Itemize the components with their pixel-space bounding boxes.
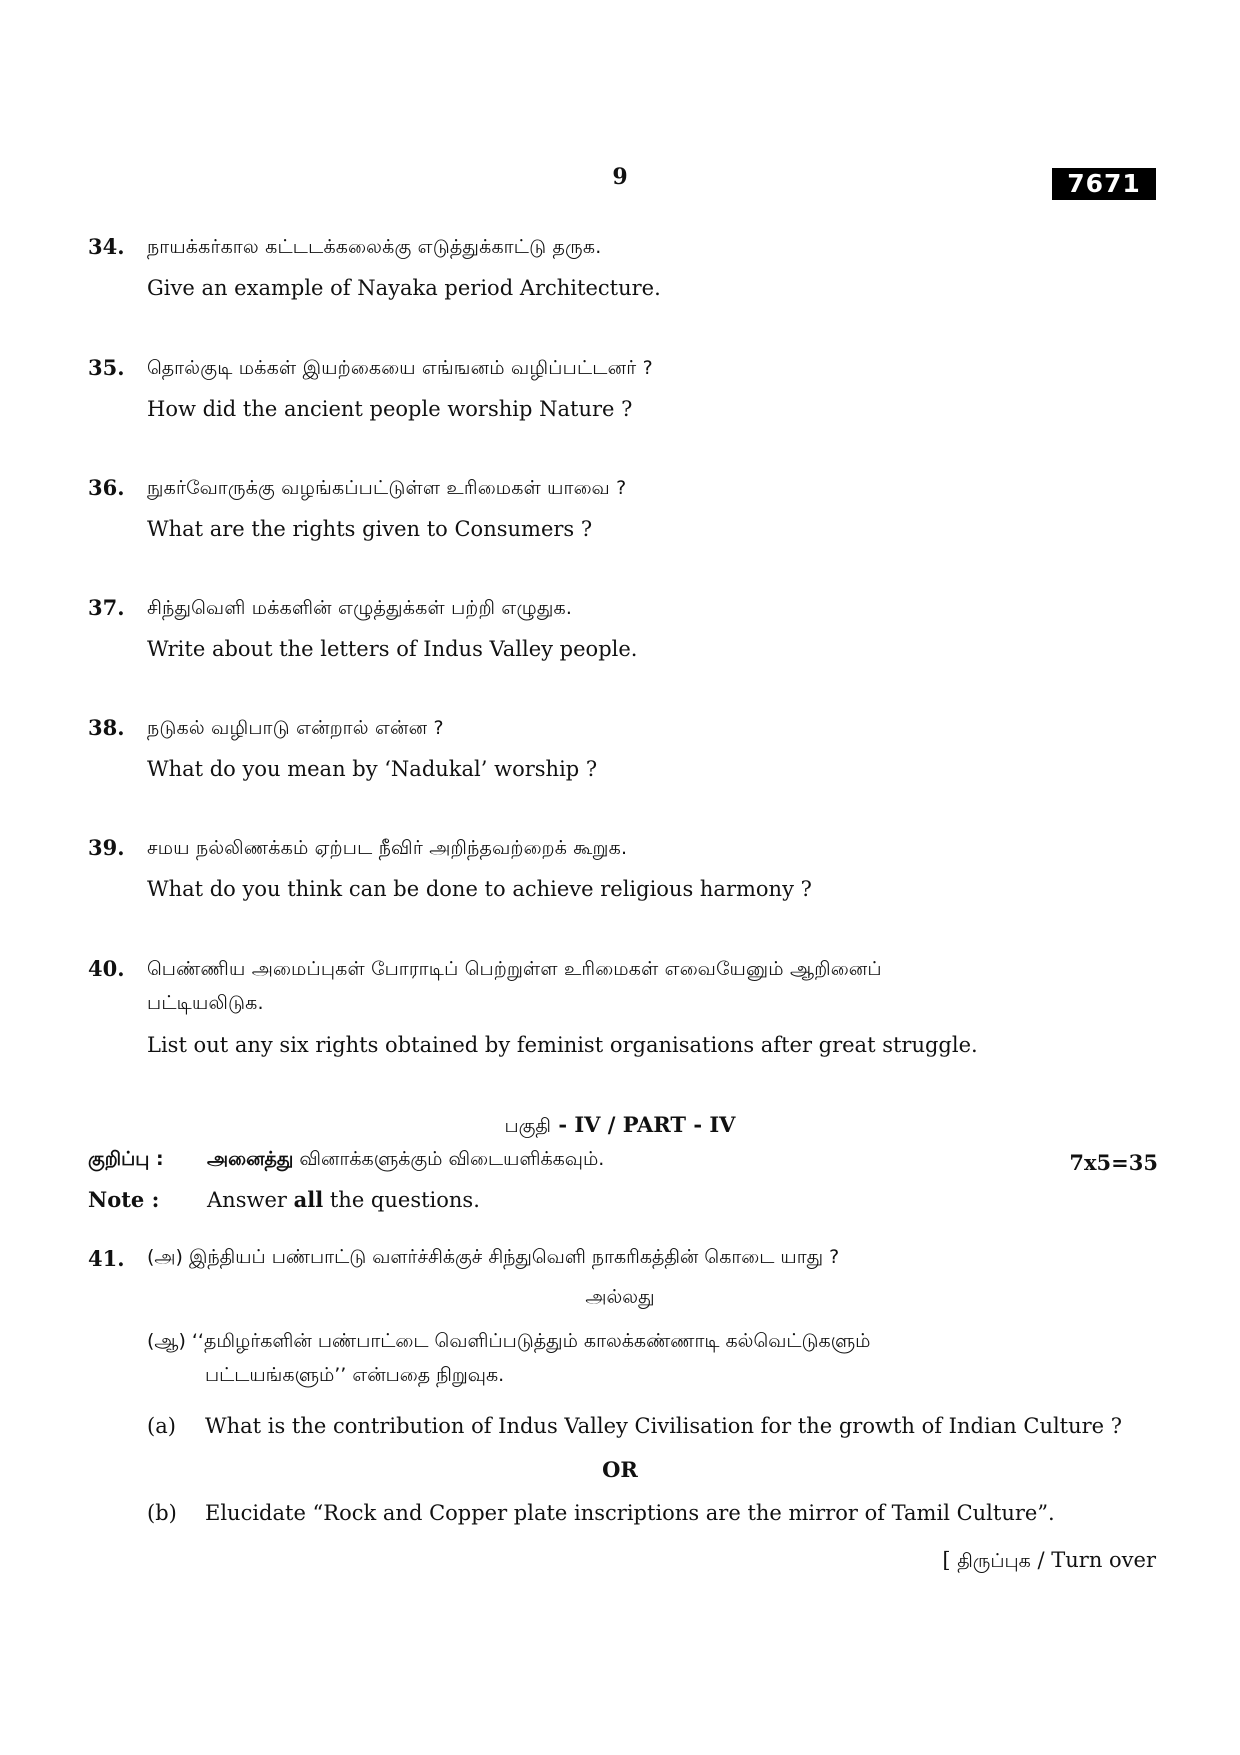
question-text-tamil-line-2: பட்டியலிடுக.: [147, 992, 264, 1014]
question-number: 40.: [88, 956, 125, 981]
question-text-english: List out any six rights obtained by feminist organisations after great struggle.: [147, 1033, 978, 1057]
turn-over-note: [942, 1548, 1156, 1575]
question-number: 39.: [88, 835, 125, 860]
question-text-tamil: சிந்துவெளி மக்களின் எழுத்துக்கள் பற்றி எழுதுக.: [147, 597, 573, 619]
question-41a-english: What is the contribution of Indus Valley Civilisation for the growth of Indian Culture ?: [205, 1414, 1123, 1438]
page-number: 9: [612, 164, 628, 190]
question-text-tamil-line-1: பெண்ணிய அமைப்புகள் போராடிப் பெற்றுள்ள உரிமைகள் எவையேனும் ஆறினைப்: [147, 958, 882, 980]
note-label-english: Note :: [88, 1187, 160, 1212]
question-text-tamil: நடுகல் வழிபாடு என்றால் என்ன ?: [147, 717, 444, 739]
question-number: 34.: [88, 234, 125, 259]
question-text-english: Give an example of Nayaka period Architecture.: [147, 276, 661, 300]
part-heading-english: - IV / PART - IV: [558, 1112, 736, 1137]
paper-code-badge: 7671: [1052, 168, 1156, 200]
question-text-tamil: சமய நல்லிணக்கம் ஏற்பட நீவிர் அறிந்தவற்றைக் கூறுக.: [147, 837, 628, 859]
question-number: 37.: [88, 595, 125, 620]
note-text-english: [207, 1187, 480, 1212]
question-41a-label: (a): [147, 1414, 176, 1438]
note-label-tamil: குறிப்பு :: [88, 1148, 164, 1170]
question-41-number: 41.: [88, 1246, 125, 1271]
question-number: 35.: [88, 355, 125, 380]
part-heading-tamil: பகுதி: [504, 1115, 551, 1137]
note-rest-tamil: வினாக்களுக்கும் விடையளிக்கவும்.: [299, 1148, 605, 1170]
turn-over-tamil: திருப்புக: [957, 1550, 1031, 1572]
question-41b-label: (b): [147, 1501, 177, 1525]
question-text-english: What do you think can be done to achieve religious harmony ?: [147, 877, 812, 901]
question-41b-tamil-line-2: பட்டயங்களும்’’ என்பதை நிறுவுக.: [205, 1364, 505, 1386]
question-text-tamil: நுகர்வோருக்கு வழங்கப்பட்டுள்ள உரிமைகள் யாவை ?: [147, 477, 627, 499]
question-41b-english: Elucidate “Rock and Copper plate inscriptions are the mirror of Tamil Culture”.: [205, 1501, 1055, 1525]
question-text-english: What are the rights given to Consumers ?: [147, 517, 593, 541]
question-text-english: What do you mean by ‘Nadukal’ worship ?: [147, 757, 598, 781]
turn-over-bracket: [: [942, 1548, 951, 1572]
turn-over-english: / Turn over: [1037, 1548, 1156, 1572]
question-41a-tamil: (அ) இந்தியப் பண்பாட்டு வளர்ச்சிக்குச் சிந்துவெளி நாகரிகத்தின் கொடை யாது ?: [147, 1246, 840, 1268]
note-english-pre: Answer: [207, 1188, 287, 1212]
question-number: 38.: [88, 715, 125, 740]
or-tamil: அல்லது: [585, 1286, 655, 1308]
question-text-tamil: தொல்குடி மக்கள் இயற்கையை எங்ஙனம் வழிப்பட்டனர் ?: [147, 357, 653, 379]
or-english: OR: [602, 1457, 638, 1482]
note-bold-tamil: அனைத்து: [207, 1148, 294, 1170]
question-41b-tamil-line-1: (ஆ) ‘‘தமிழர்களின் பண்பாட்டை வெளிப்படுத்தும் காலக்கண்ணாடி கல்வெட்டுகளும்: [147, 1330, 871, 1352]
question-text-tamil: நாயக்கர்கால கட்டடக்கலைக்கு எடுத்துக்காட்டு தருக.: [147, 236, 602, 258]
question-text-english: Write about the letters of Indus Valley people.: [147, 637, 638, 661]
marks-allocation: 7x5=35: [1069, 1150, 1158, 1175]
part-heading: [0, 1112, 1240, 1140]
question-number: 36.: [88, 475, 125, 500]
question-text-english: How did the ancient people worship Nature ?: [147, 397, 633, 421]
note-text-tamil: [207, 1148, 604, 1173]
note-english-post: the questions.: [329, 1188, 480, 1212]
note-english-bold: all: [293, 1187, 324, 1212]
